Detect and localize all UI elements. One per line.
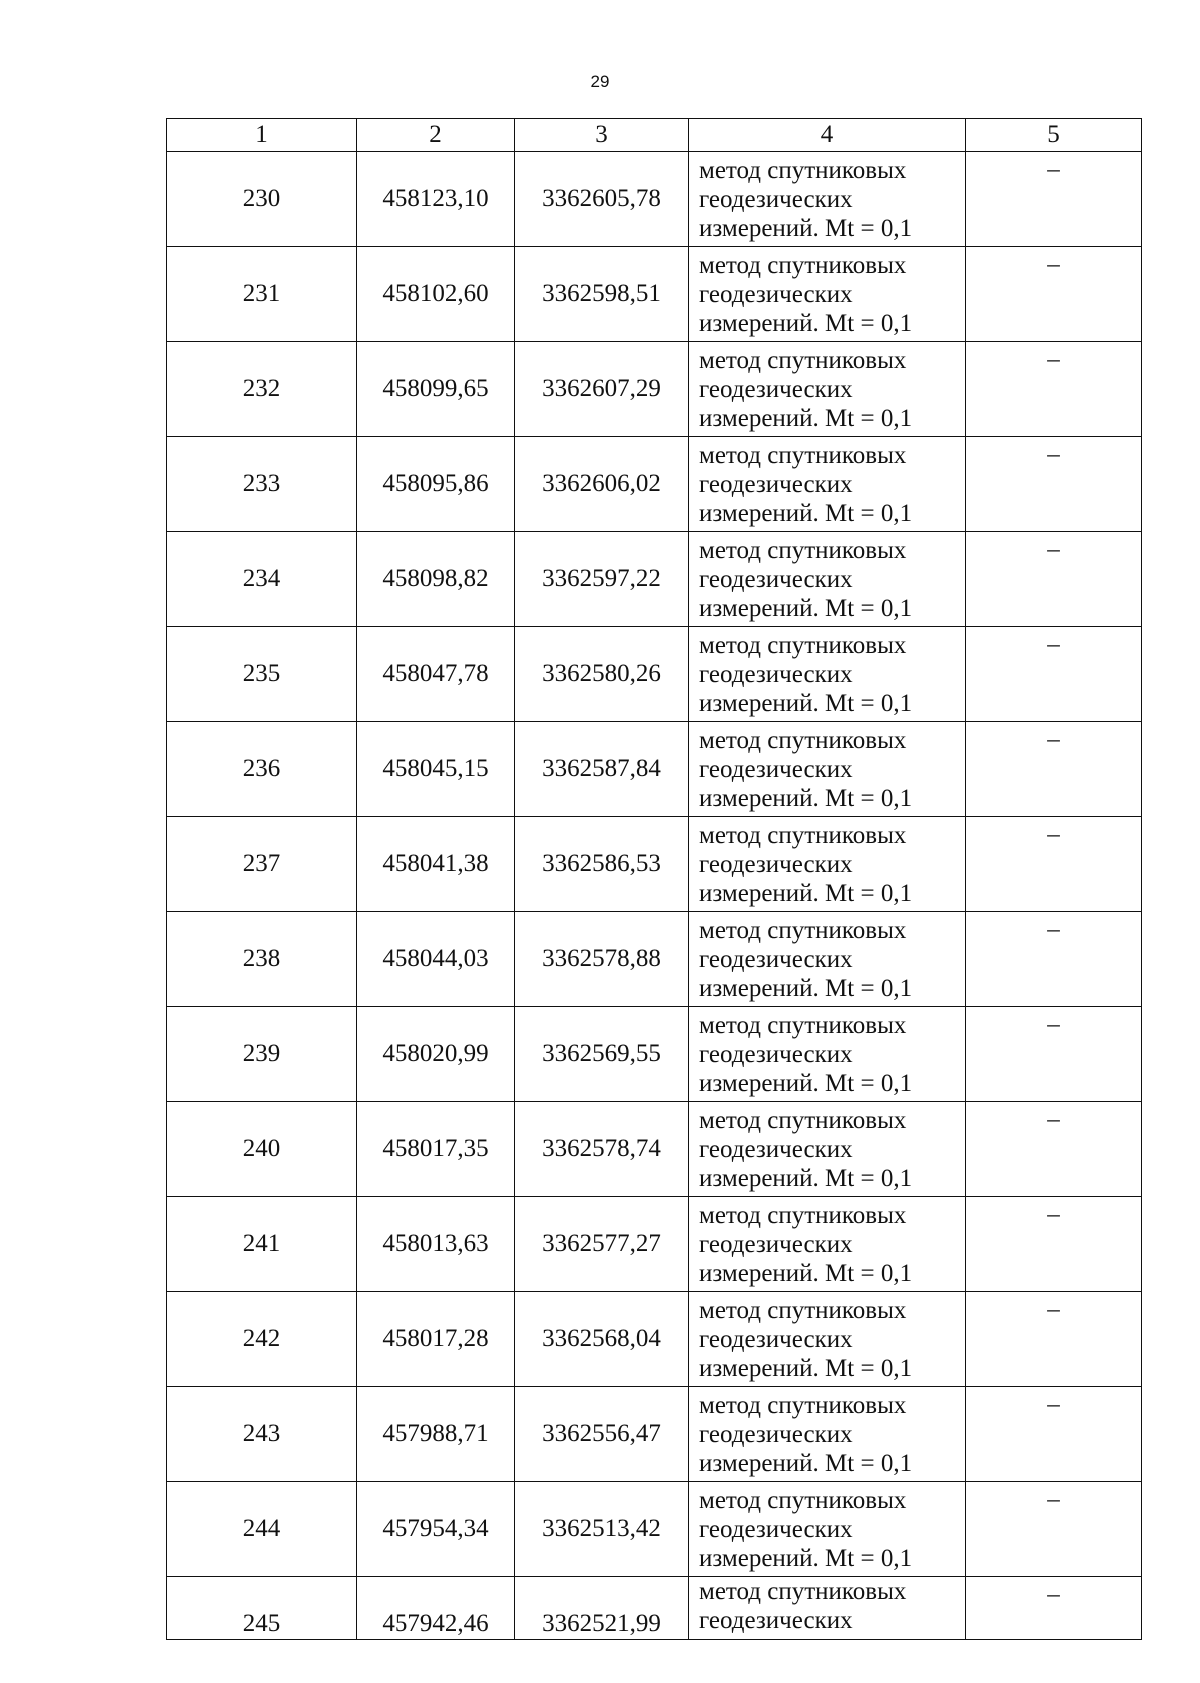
x-coordinate-cell: 458123,10: [357, 152, 515, 247]
table-row: [167, 247, 1142, 342]
method-line: метод спутниковых: [699, 536, 907, 564]
method-line: метод спутниковых: [699, 251, 907, 279]
y-coordinate-cell: 3362580,26: [515, 627, 689, 722]
method-cell: [689, 1197, 966, 1292]
point-number-cell: 241: [167, 1197, 357, 1292]
y-coordinate-cell: 3362606,02: [515, 437, 689, 532]
header-col-1: 1: [167, 119, 357, 152]
table-row: [167, 437, 1142, 532]
method-line: геодезических: [699, 1230, 853, 1258]
method-cell: [689, 1577, 966, 1640]
method-cell: [689, 342, 966, 437]
table-row: [167, 627, 1142, 722]
table-row: [167, 152, 1142, 247]
y-coordinate-cell: 3362598,51: [515, 247, 689, 342]
method-line: измерений. Mt = 0,1: [699, 1259, 913, 1287]
method-line: метод спутниковых: [699, 1106, 907, 1134]
point-number-cell: 237: [167, 817, 357, 912]
point-number-cell: 239: [167, 1007, 357, 1102]
x-coordinate-cell: 458102,60: [357, 247, 515, 342]
header-col-4: 4: [689, 119, 966, 152]
method-line: измерений. Mt = 0,1: [699, 1164, 913, 1192]
method-line: метод спутниковых: [699, 441, 907, 469]
y-coordinate-cell: 3362568,04: [515, 1292, 689, 1387]
method-cell: [689, 1292, 966, 1387]
method-cell: [689, 247, 966, 342]
method-line: геодезических: [699, 1325, 853, 1353]
method-line: метод спутниковых: [699, 821, 907, 849]
point-number-cell: 233: [167, 437, 357, 532]
note-cell: –: [966, 912, 1142, 1007]
method-cell: [689, 817, 966, 912]
method-line: измерений. Mt = 0,1: [699, 1544, 913, 1572]
table-row: [167, 912, 1142, 1007]
table-row: [167, 1577, 1142, 1640]
method-cell: [689, 1102, 966, 1197]
method-line: метод спутниковых: [699, 726, 907, 754]
y-coordinate-cell: 3362577,27: [515, 1197, 689, 1292]
note-cell: –: [966, 1292, 1142, 1387]
method-line: метод спутниковых: [699, 1486, 907, 1514]
method-line: измерений. Mt = 0,1: [699, 309, 913, 337]
coordinates-table: [166, 118, 1142, 1640]
method-cell: [689, 437, 966, 532]
note-cell: –: [966, 722, 1142, 817]
y-coordinate-cell: 3362578,74: [515, 1102, 689, 1197]
method-line: метод спутниковых: [699, 631, 907, 659]
method-line: геодезических: [699, 755, 853, 783]
point-number-cell: 235: [167, 627, 357, 722]
note-cell: –: [966, 1007, 1142, 1102]
table-row: [167, 532, 1142, 627]
method-line: метод спутниковых: [699, 1578, 907, 1605]
table-row: [167, 722, 1142, 817]
method-line: геодезических: [699, 1607, 853, 1634]
method-cell: [689, 152, 966, 247]
y-coordinate-cell: 3362587,84: [515, 722, 689, 817]
method-line: метод спутниковых: [699, 156, 907, 184]
table-header-row: [167, 119, 1142, 152]
table-row: [167, 1007, 1142, 1102]
method-line: геодезических: [699, 470, 853, 498]
x-coordinate-cell: 458013,63: [357, 1197, 515, 1292]
point-number-cell: 234: [167, 532, 357, 627]
point-number-cell: 245: [167, 1577, 357, 1640]
y-coordinate-cell: 3362521,99: [515, 1577, 689, 1640]
header-col-5: 5: [966, 119, 1142, 152]
x-coordinate-cell: 458017,28: [357, 1292, 515, 1387]
method-line: измерений. Mt = 0,1: [699, 1449, 913, 1477]
point-number-cell: 238: [167, 912, 357, 1007]
note-cell: –: [966, 1482, 1142, 1577]
note-cell: –: [966, 1577, 1142, 1640]
y-coordinate-cell: 3362578,88: [515, 912, 689, 1007]
x-coordinate-cell: 458045,15: [357, 722, 515, 817]
method-line: геодезических: [699, 1040, 853, 1068]
y-coordinate-cell: 3362597,22: [515, 532, 689, 627]
point-number-cell: 243: [167, 1387, 357, 1482]
y-coordinate-cell: 3362605,78: [515, 152, 689, 247]
x-coordinate-cell: 458041,38: [357, 817, 515, 912]
note-cell: –: [966, 152, 1142, 247]
method-line: измерений. Mt = 0,1: [699, 1069, 913, 1097]
note-cell: –: [966, 342, 1142, 437]
method-line: измерений. Mt = 0,1: [699, 404, 913, 432]
method-line: измерений. Mt = 0,1: [699, 784, 913, 812]
method-line: геодезических: [699, 565, 853, 593]
y-coordinate-cell: 3362513,42: [515, 1482, 689, 1577]
method-line: геодезических: [699, 1135, 853, 1163]
table-row: [167, 817, 1142, 912]
table-row: [167, 1482, 1142, 1577]
y-coordinate-cell: 3362569,55: [515, 1007, 689, 1102]
x-coordinate-cell: 458020,99: [357, 1007, 515, 1102]
table-row: [167, 1292, 1142, 1387]
note-cell: –: [966, 1197, 1142, 1292]
x-coordinate-cell: 458098,82: [357, 532, 515, 627]
method-line: измерений. Mt = 0,1: [699, 214, 913, 242]
method-cell: [689, 1007, 966, 1102]
table-body: [167, 152, 1142, 1640]
method-line: геодезических: [699, 945, 853, 973]
method-line: метод спутниковых: [699, 1201, 907, 1229]
note-cell: –: [966, 247, 1142, 342]
method-line: геодезических: [699, 660, 853, 688]
method-line: измерений. Mt = 0,1: [699, 594, 913, 622]
table-row: [167, 1197, 1142, 1292]
y-coordinate-cell: 3362556,47: [515, 1387, 689, 1482]
x-coordinate-cell: 458017,35: [357, 1102, 515, 1197]
header-col-3: 3: [515, 119, 689, 152]
note-cell: –: [966, 532, 1142, 627]
table-row: [167, 1102, 1142, 1197]
x-coordinate-cell: 457954,34: [357, 1482, 515, 1577]
header-col-2: 2: [357, 119, 515, 152]
x-coordinate-cell: 458047,78: [357, 627, 515, 722]
y-coordinate-cell: 3362586,53: [515, 817, 689, 912]
method-line: измерений. Mt = 0,1: [699, 1354, 913, 1382]
method-line: геодезических: [699, 850, 853, 878]
point-number-cell: 240: [167, 1102, 357, 1197]
method-line: измерений. Mt = 0,1: [699, 974, 913, 1002]
method-line: геодезических: [699, 280, 853, 308]
method-line: геодезических: [699, 1420, 853, 1448]
point-number-cell: 231: [167, 247, 357, 342]
point-number-cell: 232: [167, 342, 357, 437]
method-line: метод спутниковых: [699, 1296, 907, 1324]
note-cell: –: [966, 817, 1142, 912]
y-coordinate-cell: 3362607,29: [515, 342, 689, 437]
method-line: геодезических: [699, 375, 853, 403]
point-number-cell: 236: [167, 722, 357, 817]
method-cell: [689, 532, 966, 627]
table-row: [167, 1387, 1142, 1482]
note-cell: –: [966, 437, 1142, 532]
x-coordinate-cell: 457942,46: [357, 1577, 515, 1640]
method-line: геодезических: [699, 185, 853, 213]
point-number-cell: 230: [167, 152, 357, 247]
method-cell: [689, 627, 966, 722]
point-number-cell: 244: [167, 1482, 357, 1577]
x-coordinate-cell: 458044,03: [357, 912, 515, 1007]
method-line: измерений. Mt = 0,1: [699, 879, 913, 907]
method-line: метод спутниковых: [699, 1011, 907, 1039]
table-row: [167, 342, 1142, 437]
note-cell: –: [966, 627, 1142, 722]
note-cell: –: [966, 1387, 1142, 1482]
method-line: метод спутниковых: [699, 916, 907, 944]
point-number-cell: 242: [167, 1292, 357, 1387]
method-cell: [689, 1387, 966, 1482]
x-coordinate-cell: 458095,86: [357, 437, 515, 532]
x-coordinate-cell: 457988,71: [357, 1387, 515, 1482]
method-line: метод спутниковых: [699, 346, 907, 374]
note-cell: –: [966, 1102, 1142, 1197]
method-cell: [689, 722, 966, 817]
method-cell: [689, 912, 966, 1007]
method-cell: [689, 1482, 966, 1577]
method-line: измерений. Mt = 0,1: [699, 499, 913, 527]
method-line: измерений. Mt = 0,1: [699, 689, 913, 717]
page-number: 29: [590, 72, 610, 91]
method-line: геодезических: [699, 1515, 853, 1543]
method-line: метод спутниковых: [699, 1391, 907, 1419]
x-coordinate-cell: 458099,65: [357, 342, 515, 437]
